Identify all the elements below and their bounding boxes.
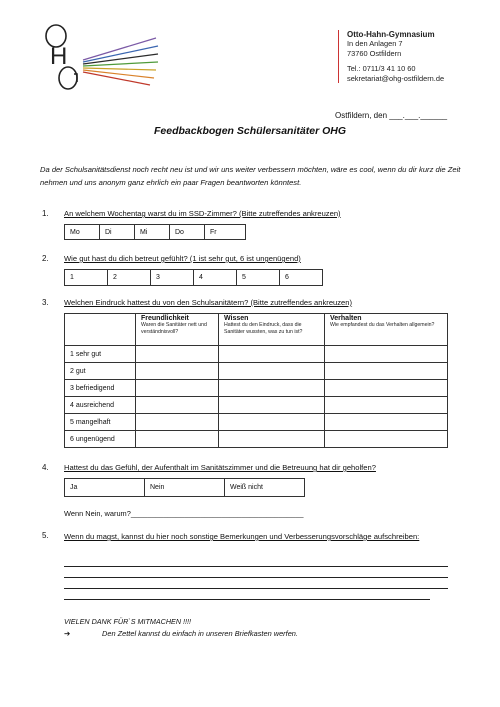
q3-number: 3. [42, 298, 49, 307]
thanks-text: VIELEN DANK FÜR`S MITMACHEN !!!! [64, 617, 191, 626]
q3-col-wissen [219, 314, 325, 346]
q3-cell[interactable] [219, 431, 325, 448]
q5-text: Wenn du magst, kannst du hier noch sonstige Bemerkungen und Verbesserungsvorschläge aufschreiben: [64, 532, 420, 541]
school-logo [38, 22, 168, 92]
q3-cell[interactable] [219, 380, 325, 397]
q1-text: An welchem Wochentag warst du im SSD-Zimmer? (Bitte zutreffendes ankreuzen) [64, 209, 341, 218]
q2-options-table [64, 269, 323, 286]
q3-row-label: 5 mangelhaft [65, 414, 136, 431]
q5-number: 5. [42, 531, 49, 540]
q1-number: 1. [42, 209, 49, 218]
q4-option-weiss-nicht[interactable]: Weiß nicht [225, 479, 305, 497]
school-phone: Tel.: 0711/3 41 10 60 [347, 64, 416, 74]
q3-col-verhalten [325, 314, 448, 346]
q2-option-1[interactable]: 1 [65, 270, 108, 286]
q3-cell[interactable] [136, 380, 219, 397]
arrow-icon: ➔ [64, 629, 71, 638]
q3-cell[interactable] [136, 397, 219, 414]
q1-option-mi[interactable]: Mi [135, 225, 170, 240]
q3-cell[interactable] [325, 380, 448, 397]
q3-cell[interactable] [136, 431, 219, 448]
q4-number: 4. [42, 463, 49, 472]
q3-cell[interactable] [325, 414, 448, 431]
q3-col-title: Verhalten [330, 315, 362, 322]
intro-text: Da der Schulsanitätsdienst noch recht neu ist und wir uns weiter verbessern möchten, wäre es cool, wenn du dir kurz die Zeit nehmen und uns anonym ganz ehrlich ein paar Fragen beantworten könntest. [40, 165, 461, 187]
q3-row-label: 1 sehr gut [65, 346, 136, 363]
q3-cell[interactable] [219, 346, 325, 363]
answer-line[interactable] [64, 566, 448, 567]
table-row [65, 346, 448, 363]
q4-why-field[interactable]: Wenn Nein, warum?__________________________________________ [64, 509, 304, 518]
q3-cell[interactable] [219, 397, 325, 414]
q4-options-table [64, 478, 305, 497]
q3-cell[interactable] [136, 346, 219, 363]
table-row [65, 431, 448, 448]
svg-text:H: H [50, 43, 68, 70]
closing-note-text: Den Zettel kannst du einfach in unseren Briefkasten werfen. [102, 629, 298, 638]
q3-col-subtitle: Hattest du den Eindruck, dass die Sanitäter wussten, was zu tun ist? [224, 322, 303, 335]
q1-option-di[interactable]: Di [100, 225, 135, 240]
q2-text: Wie gut hast du dich betreut gefühlt? (1 ist sehr gut, 6 ist ungenügend) [64, 254, 301, 263]
answer-line[interactable] [64, 577, 448, 578]
q3-cell[interactable] [136, 414, 219, 431]
q2-option-2[interactable]: 2 [108, 270, 151, 286]
q3-text: Welchen Eindruck hattest du von den Schulsanitätern? (Bitte zutreffendes ankreuzen) [64, 298, 353, 307]
table-row [65, 414, 448, 431]
q4-text: Hattest du das Gefühl, der Aufenthalt im Sanitätszimmer und die Betreuung hat dir geholfen? [64, 463, 376, 472]
q1-options-table [64, 224, 246, 240]
school-address [338, 30, 444, 83]
school-email: sekretariat@ohg-ostfildern.de [347, 73, 445, 83]
q3-col-title: Freundlichkeit [141, 315, 189, 322]
school-city: 73760 Ostfildern [347, 48, 402, 58]
table-row [65, 363, 448, 380]
page-title: Feedbackbogen Schülersanitäter OHG [154, 125, 346, 137]
school-street: In den Anlagen 7 [347, 39, 403, 49]
closing-note [64, 629, 298, 638]
place-date: Ostfildern, den ___.___.______ [335, 111, 448, 120]
q3-col-title: Wissen [224, 315, 249, 322]
answer-line[interactable] [64, 588, 448, 589]
q1-option-mo[interactable]: Mo [65, 225, 100, 240]
q3-col-subtitle: Wie empfandest du das Verhalten allgemein? [330, 322, 435, 328]
q2-number: 2. [42, 254, 49, 263]
q3-header-empty [65, 314, 136, 346]
q2-option-6[interactable]: 6 [280, 270, 323, 286]
q3-row-label: 6 ungenügend [65, 431, 136, 448]
q1-option-do[interactable]: Do [170, 225, 205, 240]
q4-option-ja[interactable]: Ja [65, 479, 145, 497]
q3-row-label: 4 ausreichend [65, 397, 136, 414]
q3-col-freundlichkeit [136, 314, 219, 346]
q3-cell[interactable] [325, 397, 448, 414]
table-row [65, 397, 448, 414]
q3-col-subtitle: Waren die Sanitäter nett und verständnisvoll? [141, 322, 207, 335]
q3-row-label: 3 befriedigend [65, 380, 136, 397]
q3-cell[interactable] [325, 431, 448, 448]
q4-option-nein[interactable]: Nein [145, 479, 225, 497]
q1-option-fr[interactable]: Fr [205, 225, 246, 240]
school-name: Otto-Hahn-Gymnasium [347, 30, 435, 39]
table-row [65, 380, 448, 397]
q2-option-5[interactable]: 5 [237, 270, 280, 286]
q2-option-3[interactable]: 3 [151, 270, 194, 286]
q3-cell[interactable] [136, 363, 219, 380]
q3-cell[interactable] [219, 363, 325, 380]
q3-cell[interactable] [325, 363, 448, 380]
q3-rating-table [64, 313, 448, 448]
q3-cell[interactable] [325, 346, 448, 363]
q2-option-4[interactable]: 4 [194, 270, 237, 286]
answer-line[interactable] [64, 599, 430, 600]
q3-cell[interactable] [219, 414, 325, 431]
q3-row-label: 2 gut [65, 363, 136, 380]
